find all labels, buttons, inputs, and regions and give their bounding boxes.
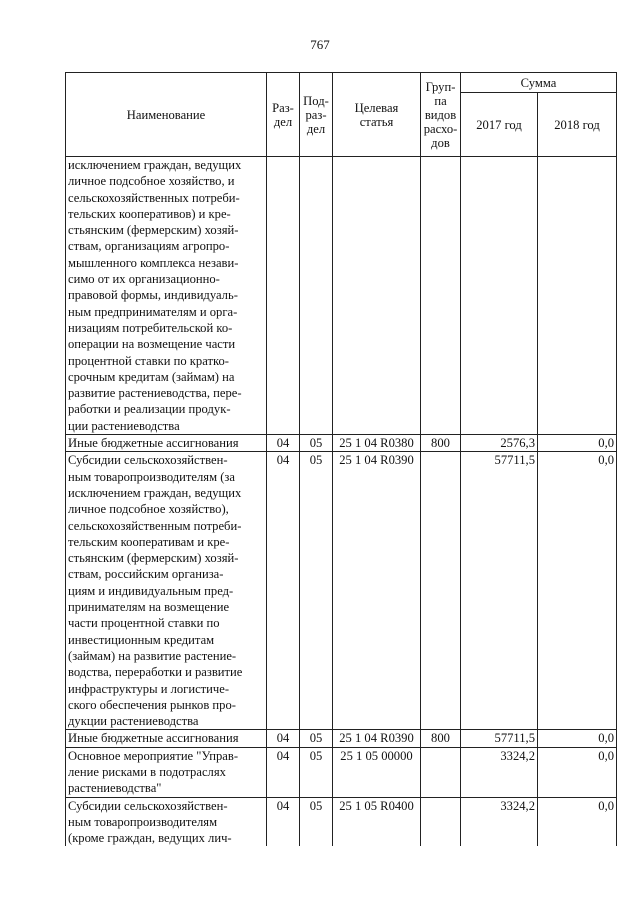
row-section: 04 [267, 730, 300, 747]
row-section: 04 [267, 452, 300, 730]
row-name: Основное мероприятие "Управ- ление рисками в подотраслях растениеводства" [66, 747, 267, 797]
header-section: Раз- дел [267, 73, 300, 157]
header-year-2018: 2018 год [538, 93, 617, 157]
row-2018: 0,0 [538, 452, 617, 730]
row-2018: 0,0 [538, 797, 617, 846]
table-row [66, 435, 617, 452]
row-group [421, 747, 461, 797]
row-subsection: 05 [300, 797, 333, 846]
row-target: 25 1 05 00000 [333, 747, 421, 797]
row-subsection: 05 [300, 435, 333, 452]
table-row [66, 730, 617, 747]
row-2018: 0,0 [538, 730, 617, 747]
table-body [66, 157, 617, 847]
row-group: 800 [421, 435, 461, 452]
row-group [421, 452, 461, 730]
row-subsection: 05 [300, 730, 333, 747]
row-target: 25 1 04 R0390 [333, 730, 421, 747]
row-target: 25 1 05 R0400 [333, 797, 421, 846]
row-subsection [300, 157, 333, 435]
row-2018: 0,0 [538, 435, 617, 452]
row-subsection: 05 [300, 747, 333, 797]
row-2018 [538, 157, 617, 435]
row-group [421, 797, 461, 846]
row-subsection: 05 [300, 452, 333, 730]
header-sum: Сумма [461, 73, 617, 93]
table-row [66, 157, 617, 435]
table-row [66, 452, 617, 730]
row-group [421, 157, 461, 435]
row-name: Субсидии сельскохозяйствен- ным товаропроизводителям (кроме граждан, ведущих лич- [66, 797, 267, 846]
row-target: 25 1 04 R0380 [333, 435, 421, 452]
row-section: 04 [267, 435, 300, 452]
header-group: Груп- па видов расхо- дов [421, 73, 461, 157]
row-name: Иные бюджетные ассигнования [66, 435, 267, 452]
row-group: 800 [421, 730, 461, 747]
row-2017: 3324,2 [461, 747, 538, 797]
page-number: 767 [310, 37, 330, 52]
row-target: 25 1 04 R0390 [333, 452, 421, 730]
row-2017: 57711,5 [461, 730, 538, 747]
row-2017: 3324,2 [461, 797, 538, 846]
row-section: 04 [267, 747, 300, 797]
row-section [267, 157, 300, 435]
header-subsection: Под- раз- дел [300, 73, 333, 157]
row-target [333, 157, 421, 435]
row-section: 04 [267, 797, 300, 846]
row-2018: 0,0 [538, 747, 617, 797]
row-2017: 2576,3 [461, 435, 538, 452]
budget-table [65, 72, 617, 846]
table-row [66, 747, 617, 797]
table-row [66, 797, 617, 846]
row-name: Субсидии сельскохозяйствен- ным товаропроизводителям (за исключением граждан, ведущих личное подсобное хозяйство), сельскохозяйственным потреби- тельским кооперативам и кре- стьянским (фермерским) хозяй- ствам, российским организа- циям и индивидуальным пред- принимателям на возмещение части процентной ставки по инвестиционным кредитам (займам) на развитие растение- водства, переработки и развитие инфраструктуры и логистиче- ского обеспечения рынков про- дукции растениеводства [66, 452, 267, 730]
header-target: Целевая статья [333, 73, 421, 157]
row-2017 [461, 157, 538, 435]
row-name: Иные бюджетные ассигнования [66, 730, 267, 747]
row-name: исключением граждан, ведущих личное подсобное хозяйство, и сельскохозяйственных потреби- тельских кооперативов) и кре- стьянским (фермерским) хозяй- ствам, организациям агропро- мышленного комплекса незави- симо от их организационно- правовой формы, индивидуаль- ным предпринимателям и орга- низациям потребительской ко- операции на возмещение части процентной ставки по кратко- срочным кредитам (займам) на развитие растениеводства, пере- работки и реализации продук- ции растениеводства [66, 157, 267, 435]
header-name: Наименование [66, 73, 267, 157]
row-2017: 57711,5 [461, 452, 538, 730]
header-year-2017: 2017 год [461, 93, 538, 157]
